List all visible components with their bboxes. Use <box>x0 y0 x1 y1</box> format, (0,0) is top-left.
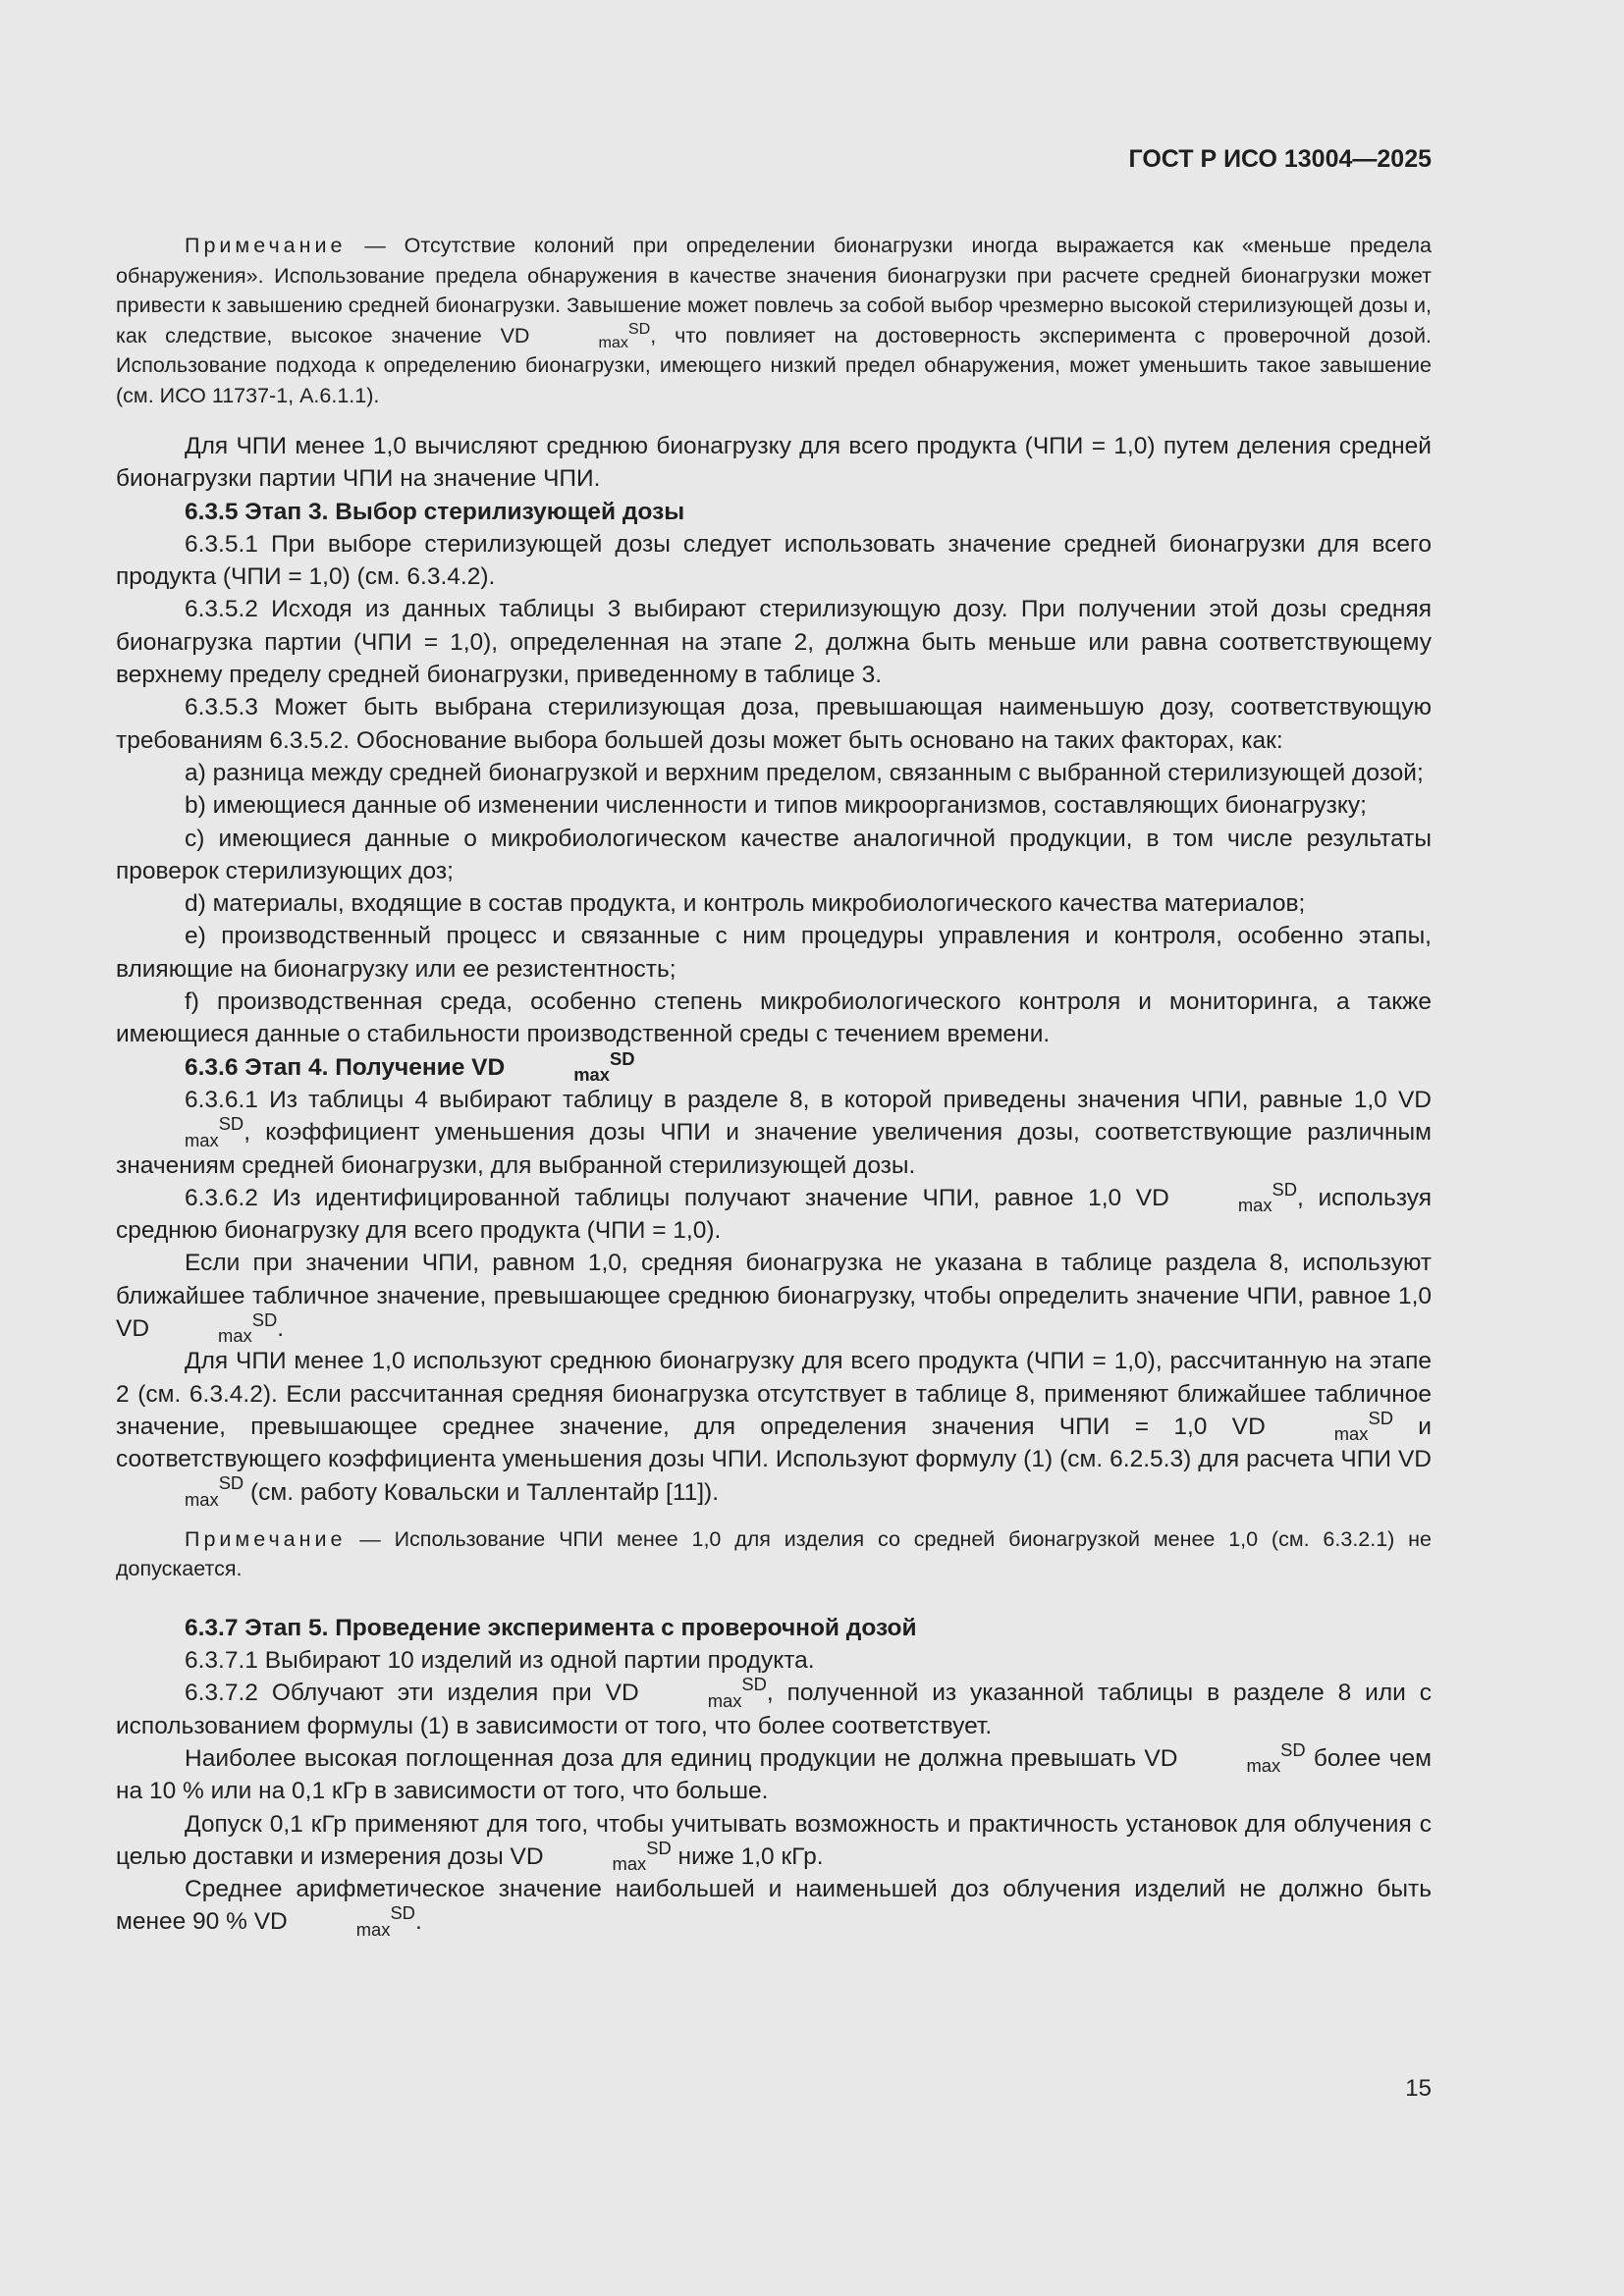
list-item: a) разница между средней бионагрузкой и верхним пределом, связанным с выбранной стерилизующей дозой; <box>185 759 1424 786</box>
list-item: b) имеющиеся данные об изменении численности и типов микроорганизмов, составляющих бионагрузку; <box>185 792 1367 820</box>
paragraph-tolerance <box>116 1808 1432 1874</box>
text: . <box>277 1315 285 1343</box>
superscript: SD <box>218 1472 244 1494</box>
superscript: SD <box>609 1047 635 1069</box>
list-item: f) производственная среда, особенно степень микробиологического контроля и мониторинга, а также имеющиеся данные о стабильности производственной среды с течением времени. <box>116 988 1432 1048</box>
paragraph-6-3-5-1: 6.3.5.1 При выборе стерилизующей дозы следует использовать значение средней бионагрузки для всего продукта (ЧПИ = 1,0) (см. 6.3.4.2). <box>116 530 1432 591</box>
vdmax-subsup <box>1177 1738 1306 1777</box>
paragraph-mean-dose <box>116 1873 1432 1939</box>
text: Среднее арифметическое значение наибольшей и наименьшей доз облучения изделий не должно быть менее 90 % VD <box>116 1876 1432 1936</box>
text: Если при значении ЧПИ, равном 1,0, средняя бионагрузка не указана в таблице раздела 8, используют ближайшее табличное значение, превышающее среднюю бионагрузку, чтобы определить значение ЧПИ, равное 1,0 VD <box>116 1250 1432 1343</box>
note-text-after: , что повлияет на достоверность эксперимента с проверочной дозой. Использование подхода к определению бионагрузки, имеющего низкий предел обнаружения, может уменьшить такое завышение (см. ИСО 11737-1, А.6.1.1). <box>116 323 1432 407</box>
text: , полученной из указанной таблицы в разделе 8 или с использованием формулы (1) в зависимости от того, что более соответствует. <box>116 1680 1432 1739</box>
paragraph-6-3-6-1 <box>116 1084 1432 1182</box>
vdmax-subsup <box>639 1674 767 1711</box>
superscript: SD <box>1272 1178 1298 1200</box>
vdmax-subsup <box>288 1902 415 1940</box>
list-item: d) материалы, входящие в состав продукта, и контроль микробиологического качества материалов; <box>185 890 1306 918</box>
subscript: max <box>355 1918 391 1940</box>
vdmax-subsup <box>1169 1178 1298 1216</box>
vdmax-subsup <box>1266 1407 1393 1445</box>
vdmax-subsup <box>544 1837 672 1875</box>
superscript: SD <box>218 1113 244 1135</box>
superscript: SD <box>741 1674 767 1695</box>
section-heading-6-3-6 <box>116 1047 1432 1086</box>
text: . <box>414 1908 422 1936</box>
vdmax-subsup <box>116 1113 244 1150</box>
paragraph-6-3-7-1: 6.3.7.1 Выбирают 10 изделий из одной партии продукта. <box>185 1647 815 1675</box>
superscript: SD <box>646 1837 672 1858</box>
paragraph-6-3-7-2 <box>116 1674 1432 1742</box>
subscript: max <box>1333 1423 1369 1445</box>
note-label: Примечание <box>185 234 347 257</box>
subscript: max <box>218 1325 252 1347</box>
text: ниже 1,0 кГр. <box>671 1842 824 1870</box>
superscript: SD <box>1280 1738 1306 1760</box>
subscript: max <box>185 1488 219 1510</box>
document-header: ГОСТ Р ИСО 13004—2025 <box>1128 145 1432 173</box>
subscript: max <box>573 1064 610 1086</box>
text: 6.3.6.2 Из идентифицированной таблицы получают значение ЧПИ, равное 1,0 VD <box>185 1184 1169 1211</box>
section-heading-6-3-7: 6.3.7 Этап 5. Проведение эксперимента с проверочной дозой <box>185 1614 917 1641</box>
subscript: max <box>1246 1755 1281 1777</box>
page-number: 15 <box>1405 2075 1432 2102</box>
section-heading-6-3-5: 6.3.5 Этап 3. Выбор стерилизующей дозы <box>185 498 685 525</box>
spacer <box>116 1598 1432 1612</box>
paragraph-6-3-5-2: 6.3.5.2 Исходя из данных таблицы 3 выбирают стерилизующую дозу. При получении этой дозы средняя бионагрузка партии (ЧПИ = 1,0), определенная на этапе 2, должна быть меньше или равна соответствующему верхнему пределу средней бионагрузки, приведенному в таблице 3. <box>116 596 1432 689</box>
subscript: max <box>185 1129 219 1150</box>
text: , используя среднюю бионагрузку для всего продукта (ЧПИ = 1,0). <box>116 1184 1432 1245</box>
note-label: Примечание <box>185 1526 347 1551</box>
paragraph-spi: Для ЧПИ менее 1,0 вычисляют среднюю бионагрузку для всего продукта (ЧПИ = 1,0) путем деления средней бионагрузки партии ЧПИ на значение ЧПИ. <box>116 433 1432 493</box>
paragraph-if <box>116 1247 1432 1345</box>
text: Для ЧПИ менее 1,0 используют среднюю бионагрузку для всего продукта (ЧПИ = 1,0), рассчитанную на этапе 2 (см. 6.3.4.2). Если рассчитанная средняя бионагрузка отсутствует в таблице 8, применяют ближайшее табличное значение, превышающее среднее значение, для определения значения ЧПИ = 1,0 VD <box>116 1348 1432 1440</box>
superscript: SD <box>1368 1407 1393 1428</box>
text: , коэффициент уменьшения дозы ЧПИ и значение увеличения дозы, соответствующие различным значениям средней бионагрузки, для выбранной стерилизующей дозы. <box>116 1119 1432 1179</box>
vdmax-subsup <box>529 319 651 352</box>
text: Наиболее высокая поглощенная доза для единиц продукции не должна превышать VD <box>185 1744 1178 1772</box>
text: Допуск 0,1 кГр применяют для того, чтобы учитывать возможность и практичность установок для облучения с целью доставки и измерения дозы VD <box>116 1810 1432 1870</box>
vdmax-subsup <box>149 1308 278 1347</box>
note-text: — Отсутствие колоний при определении бионагрузки иногда выражается как «меньше предела обнаружения». Использование предела обнаружения в качестве значения бионагрузки при расчете средней бионагрузки может привести к завышению средней бионагрузки. Завышение может повлечь за собой выбор чрезмерно высокой стерилизующей дозы и, как следствие, высокое значение VD <box>116 234 1432 347</box>
note-2 <box>116 1524 1432 1584</box>
superscript: SD <box>390 1902 415 1924</box>
superscript: SD <box>627 319 651 338</box>
vdmax-subsup <box>116 1472 244 1510</box>
subscript: max <box>612 1853 647 1875</box>
subscript: max <box>707 1689 742 1711</box>
text: 6.3.7.2 Облучают эти изделия при VD <box>185 1680 639 1707</box>
text: и соответствующего коэффициента уменьшения дозы ЧПИ. Используют формулу (1) (см. 6.2.5.3) для расчета ЧПИ VD <box>116 1413 1432 1473</box>
list-item: e) производственный процесс и связанные с ним процедуры управления и контроля, особенно этапы, влияющие на бионагрузку или ее резистентность; <box>116 923 1432 983</box>
paragraph-6-3-6-2 <box>116 1178 1432 1248</box>
paragraph-less <box>116 1345 1432 1508</box>
subscript: max <box>1237 1195 1272 1216</box>
list-item: c) имеющиеся данные о микробиологическом качестве аналогичной продукции, в том числе результаты проверок стерилизующих доз; <box>116 825 1432 884</box>
vdmax-subsup <box>505 1047 635 1086</box>
paragraph-highest-dose <box>116 1738 1432 1808</box>
text: более чем на 10 % или на 0,1 кГр в зависимости от того, что больше. <box>116 1744 1432 1805</box>
text: 6.3.6.1 Из таблицы 4 выбирают таблицу в разделе 8, в которой приведены значения ЧПИ, равные 1,0 VD <box>185 1086 1432 1113</box>
superscript: SD <box>251 1308 278 1330</box>
note-1 <box>116 231 1432 410</box>
heading-text: 6.3.6 Этап 4. Получение VD <box>185 1053 506 1081</box>
paragraph-6-3-5-3: 6.3.5.3 Может быть выбрана стерилизующая доза, превышающая наименьшую дозу, соответствующую требованиям 6.3.5.2. Обоснование выбора большей дозы может быть основано на таких факторах, как: <box>116 694 1432 754</box>
note-text: — Использование ЧПИ менее 1,0 для изделия со средней бионагрузкой менее 1,0 (см. 6.3.2.1) не допускается. <box>116 1526 1432 1581</box>
subscript: max <box>598 334 628 352</box>
text: (см. работу Ковальски и Таллентайр [11]). <box>244 1478 720 1506</box>
